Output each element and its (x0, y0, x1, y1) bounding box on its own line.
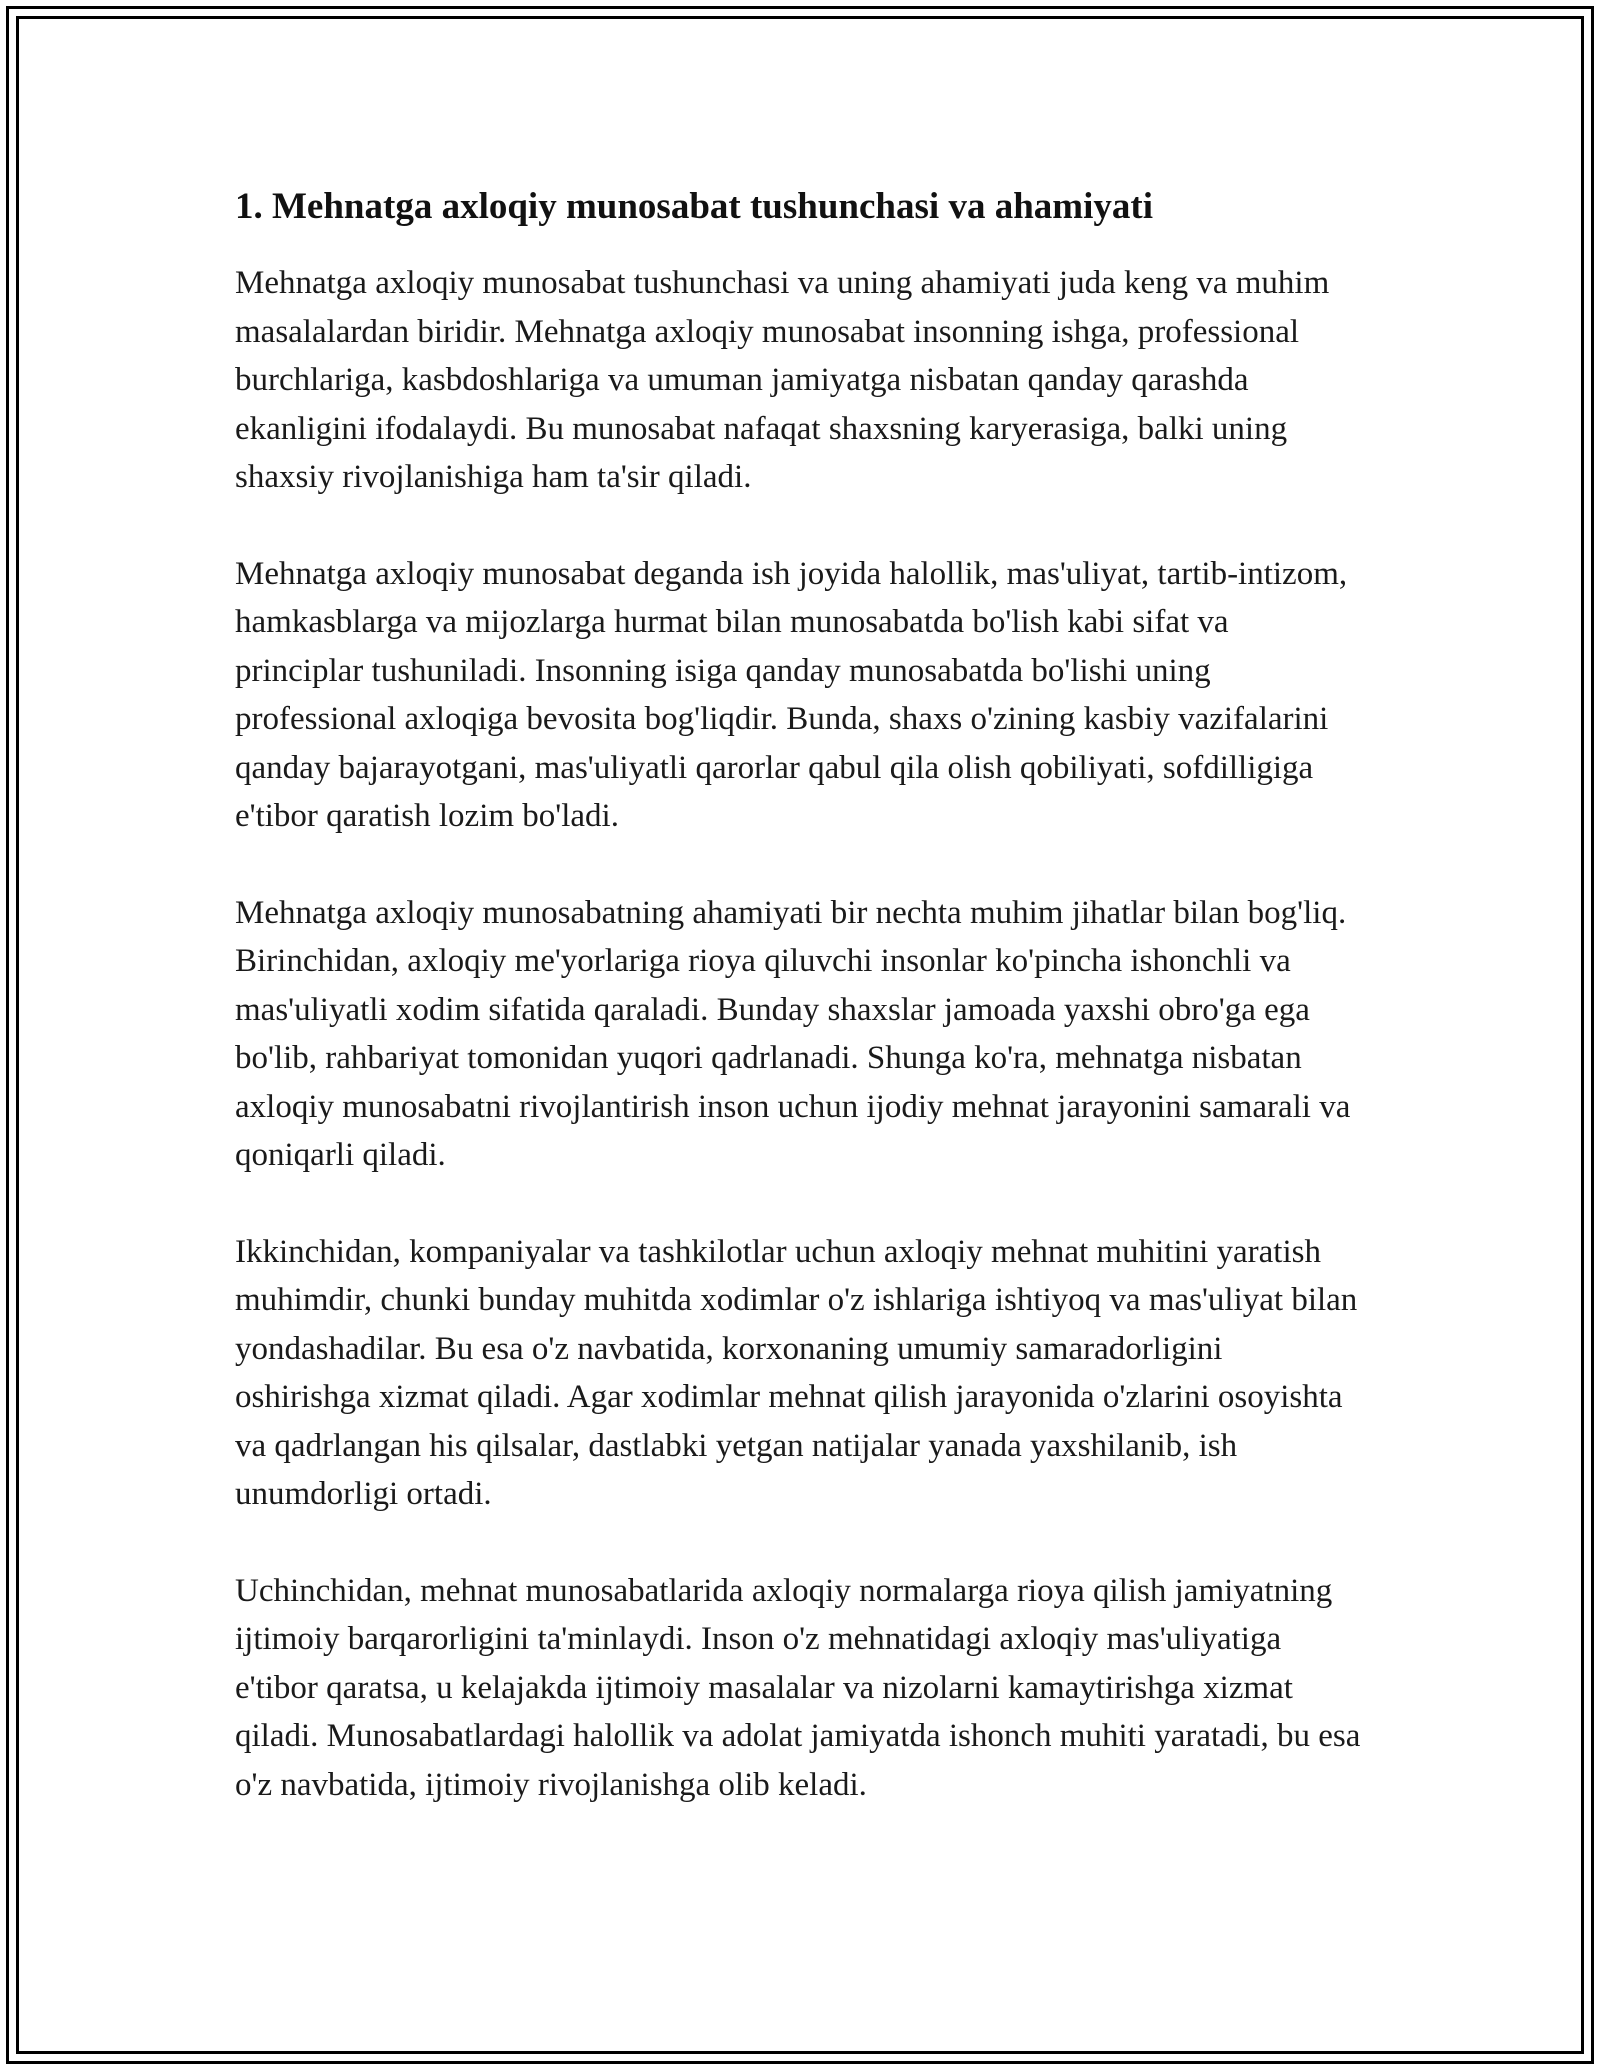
paragraph-3: Mehnatga axloqiy munosabatning ahamiyati bir nechta muhim jihatlar bilan bog'liq. Birinchidan, axloqiy me'yorlariga rioya qiluvchi insonlar ko'pincha ishonchli va mas'uliyatli xodim sifatida qaraladi. Bunday shaxslar jamoada yaxshi obro'ga ega bo'lib, rahbariyat tomonidan yuqori qadrlanadi. Shunga ko'ra, mehnatga nisbatan axloqiy munosabatni rivojlantirish inson uchun ijodiy mehnat jarayonini samarali va qoniqarli qiladi. (235, 894, 1351, 1174)
paragraph-5: Uchinchidan, mehnat munosabatlarida axloqiy normalarga rioya qilish jamiyatning ijtimoiy barqarorligini ta'minlaydi. Inson o'z mehnatidagi axloqiy mas'uliyatiga e'tibor qaratsa, u kelajakda ijtimoiy masalalar va nizolarni kamaytirishga xizmat qiladi. Munosabatlardagi halollik va adolat jamiyatda ishonch muhiti yaratadi, bu esa o'z navbatida, ijtimoiy rivojlanishga olib keladi. (235, 1572, 1361, 1803)
paragraph-4: Ikkinchidan, kompaniyalar va tashkilotlar uchun axloqiy mehnat muhitini yaratish muhimdir, chunki bunday muhitda xodimlar o'z ishlariga ishtiyoq va mas'uliyat bilan yondashadilar. Bu esa o'z navbatida, korxonaning umumiy samaradorligini oshirishga xizmat qiladi. Agar xodimlar mehnat qilish jarayonida o'zlarini osoyishta va qadrlangan his qilsalar, dastlabki yetgan natijalar yanada yaxshilanib, ish unumdorligi ortadi. (235, 1233, 1358, 1513)
section-heading: 1. Mehnatga axloqiy munosabat tushunchasi va ahamiyati (235, 186, 1153, 227)
paragraph-1: Mehnatga axloqiy munosabat tushunchasi va uning ahamiyati juda keng va muhim masalalardan biridir. Mehnatga axloqiy munosabat insonning ishga, professional burchlariga, kasbdoshlariga va umuman jamiyatga nisbatan qanday qarashda ekanligini ifodalaydi. Bu munosabat nafaqat shaxsning karyerasiga, balki uning shaxsiy rivojlanishiga ham ta'sir qiladi. (235, 265, 1330, 496)
document-body (235, 183, 1365, 1857)
paragraph-2: Mehnatga axloqiy munosabat deganda ish joyida halollik, mas'uliyat, tartib-intizom, hamkasblarga va mijozlarga hurmat bilan munosabatda bo'lish kabi sifat va principlar tushuniladi. Insonning isiga qanday munosabatda bo'lishi uning professional axloqiga bevosita bog'liqdir. Bunda, shaxs o'zining kasbiy vazifalarini qanday bajarayotgani, mas'uliyatli qarorlar qabul qila olish qobiliyati, sofdilligiga e'tibor qaratish lozim bo'ladi. (235, 555, 1348, 835)
